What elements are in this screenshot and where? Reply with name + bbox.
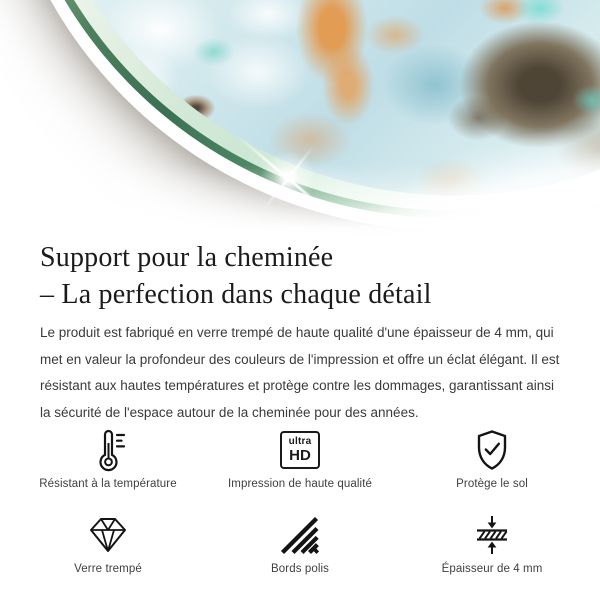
- thickness-icon: [472, 515, 512, 555]
- feature-label: Verre trempé: [74, 563, 142, 575]
- feature-print-quality: [204, 427, 396, 490]
- feature-label: Impression de haute qualité: [228, 478, 372, 490]
- shield-check-icon: [472, 429, 512, 471]
- feature-label: Résistant à la température: [39, 478, 177, 490]
- polished-edges-icon: [280, 515, 320, 555]
- feature-label: Protège le sol: [456, 478, 528, 490]
- diamond-icon: [88, 516, 128, 554]
- feature-temperature: [12, 427, 204, 490]
- thermometer-icon: [86, 427, 130, 473]
- feature-floor-protection: [396, 427, 588, 490]
- feature-tempered-glass: [12, 512, 204, 575]
- feature-grid: [0, 427, 600, 575]
- feature-label: Bords polis: [271, 563, 329, 575]
- page-title-line-2: – La perfection dans chaque détail: [40, 279, 432, 310]
- page-title-line-1: Support pour la cheminée: [40, 242, 334, 273]
- ultra-hd-icon: ultra HD: [280, 431, 320, 469]
- feature-label: Épaisseur de 4 mm: [441, 563, 543, 575]
- feature-thickness: [396, 512, 588, 575]
- product-photo: [0, 0, 600, 235]
- page-title: [40, 239, 560, 313]
- feature-polished-edges: [204, 512, 396, 575]
- product-description: Le produit est fabriqué en verre trempé de haute qualité d'une épaisseur de 4 mm, qui met en valeur la profondeur des couleurs de l'impression et offre un éclat élégant. Il est résistant aux hautes températures et protège contre les dommages, garantissant ainsi la sécurité de l'espace autour de la cheminée pour des années.: [40, 325, 560, 420]
